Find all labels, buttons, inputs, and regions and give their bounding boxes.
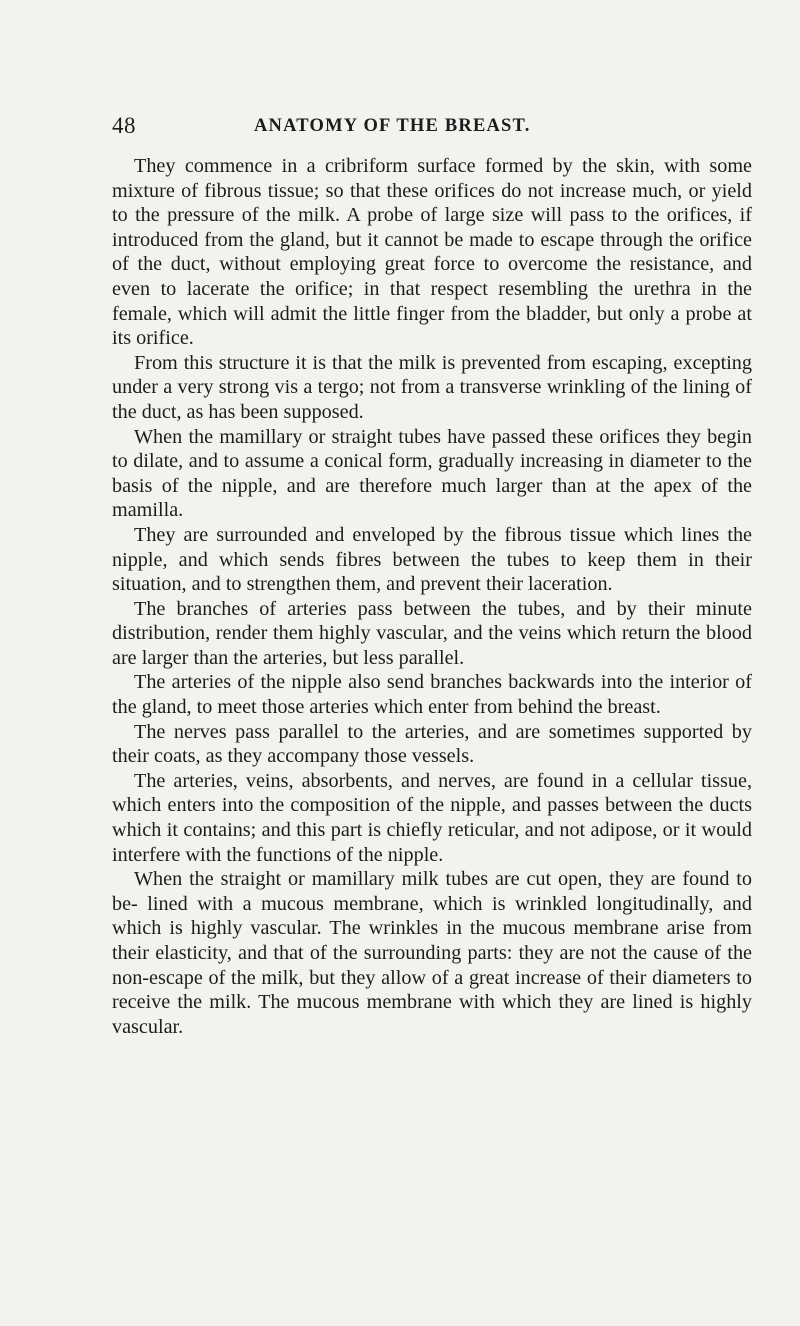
paragraph: The branches of arteries pass between the tubes, and by their minute distribution, render them highly vascular, and the veins which return the blood are larger than the arteries, but less parallel. <box>112 597 752 669</box>
body-text <box>112 154 752 1039</box>
running-head: ANATOMY OF THE BREAST. <box>254 116 531 136</box>
page-header <box>112 113 752 143</box>
paragraph: The arteries of the nipple also send branches backwards into the interior of the gland, to meet those arteries which enter from behind the breast. <box>112 671 752 719</box>
paragraph: When the mamillary or straight tubes have passed these orifices they begin to dilate, and to assume a conical form, gradually increasing in diameter to the basis of the nipple, and are therefore much larger than at the apex of the mamilla. <box>112 425 752 522</box>
paragraph: They are surrounded and enveloped by the fibrous tissue which lines the nipple, and which sends fibres between the tubes to keep them in their situation, and to strengthen them, and prevent their laceration. <box>112 523 752 596</box>
paragraph: When the straight or mamillary milk tubes are cut open, they are found to be- lined with a mucous membrane, which is wrinkled longitudinally, and which is highly vascular. The wrinkles in the mucous membrane arise from their elasticity, and that of the surrounding parts: they are not the cause of the non-escape of the milk, but they allow of a great increase of their diameters to receive the milk. The mucous membrane with which they are lined is highly vascular. <box>112 868 752 1038</box>
paragraph: They commence in a cribriform surface formed by the skin, with some mixture of fibrous tissue; so that these orifices do not increase much, or yield to the pressure of the milk. A probe of large size will pass to the orifices, if introduced from the gland, but it cannot be made to escape through the orifice of the duct, without employing great force to overcome the resistance, and even to lacerate the orifice; in that respect resembling the urethra in the female, which will admit the little finger from the bladder, but only a probe at its orifice. <box>112 155 752 350</box>
paragraph: From this structure it is that the milk is prevented from escaping, excepting under a very strong vis a tergo; not from a transverse wrinkling of the lining of the duct, as has been supposed. <box>112 351 752 423</box>
paragraph: The nerves pass parallel to the arteries, and are sometimes supported by their coats, as they accompany those vessels. <box>112 720 752 768</box>
paragraph: The arteries, veins, absorbents, and nerves, are found in a cellular tissue, which enters into the composition of the nipple, and passes between the ducts which it contains; and this part is chiefly reticular, and not adipose, or it would interfere with the functions of the nipple. <box>112 769 752 866</box>
page-number: 48 <box>112 113 136 138</box>
